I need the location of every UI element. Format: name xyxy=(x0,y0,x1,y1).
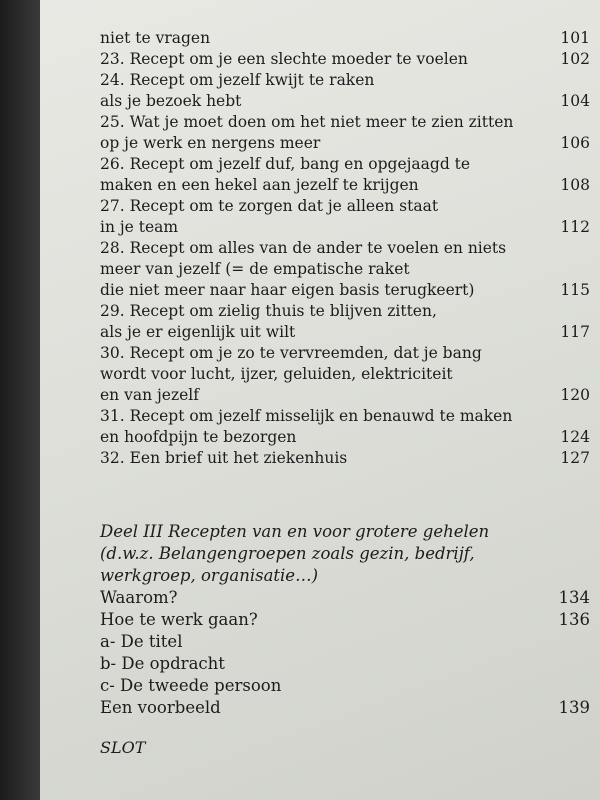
book-page xyxy=(40,0,600,800)
toc-line: 25. Wat je moet doen om het niet meer te zien zitten xyxy=(100,113,514,131)
toc-line: Een voorbeeld 139 xyxy=(100,698,590,717)
toc-line: 26. Recept om jezelf duf, bang en opgejaagd te xyxy=(100,155,471,173)
page-number: 102 xyxy=(560,50,590,68)
page-number: 108 xyxy=(560,176,590,194)
toc-line: c- De tweede persoon xyxy=(100,676,282,695)
part3-title: (d.w.z. Belangengroepen zoals gezin, bedrijf, xyxy=(100,544,475,563)
page-number: 117 xyxy=(560,323,590,341)
toc-line: 23. Recept om je een slechte moeder te voelen 102 xyxy=(100,50,590,68)
section-gap xyxy=(100,469,590,521)
page-number: 112 xyxy=(560,218,590,236)
toc-line: meer van jezelf (= de empatische raket xyxy=(100,260,410,278)
toc-line: die niet meer naar haar eigen basis terugkeert) 115 xyxy=(100,281,590,299)
page-number: 106 xyxy=(560,134,590,152)
table-of-contents xyxy=(100,28,590,758)
page-number: 136 xyxy=(558,610,590,629)
toc-line: in je team 112 xyxy=(100,218,590,236)
page-number: 101 xyxy=(560,29,590,47)
toc-line: en hoofdpijn te bezorgen 124 xyxy=(100,428,590,446)
toc-line: 28. Recept om alles van de ander te voelen en niets xyxy=(100,239,507,257)
part3-title: Deel III Recepten van en voor grotere gehelen xyxy=(100,522,490,541)
toc-line: wordt voor lucht, ijzer, geluiden, elektriciteit xyxy=(100,365,453,383)
page-number: 104 xyxy=(560,92,590,110)
part3-title: werkgroep, organisatie…) xyxy=(100,566,319,585)
page-number: 120 xyxy=(560,386,590,404)
book-binding-shadow xyxy=(0,0,40,800)
toc-line: 27. Recept om te zorgen dat je alleen staat xyxy=(100,197,439,215)
toc-line: 32. Een brief uit het ziekenhuis 127 xyxy=(100,449,590,467)
page-number: 139 xyxy=(558,698,590,717)
page-number: 124 xyxy=(560,428,590,446)
toc-line: op je werk en nergens meer 106 xyxy=(100,134,590,152)
toc-line: Hoe te werk gaan? 136 xyxy=(100,610,590,629)
page-number: 134 xyxy=(558,588,590,607)
toc-line: Waarom? 134 xyxy=(100,588,590,607)
slot-heading: SLOT xyxy=(100,738,146,757)
page-number: 127 xyxy=(560,449,590,467)
page-number: 115 xyxy=(560,281,590,299)
toc-line: b- De opdracht xyxy=(100,654,225,673)
toc-line: 31. Recept om jezelf misselijk en benauwd te maken xyxy=(100,407,513,425)
toc-line: 24. Recept om jezelf kwijt te raken xyxy=(100,71,375,89)
toc-line: 29. Recept om zielig thuis te blijven zitten, xyxy=(100,302,437,320)
toc-line: en van jezelf 120 xyxy=(100,386,590,404)
toc-line: 30. Recept om je zo te vervreemden, dat je bang xyxy=(100,344,482,362)
toc-line: als je bezoek hebt 104 xyxy=(100,92,590,110)
toc-line: maken en een hekel aan jezelf te krijgen 108 xyxy=(100,176,590,194)
toc-line: als je er eigenlijk uit wilt 117 xyxy=(100,323,590,341)
toc-line: niet te vragen 101 xyxy=(100,29,590,47)
toc-line: a- De titel xyxy=(100,632,183,651)
